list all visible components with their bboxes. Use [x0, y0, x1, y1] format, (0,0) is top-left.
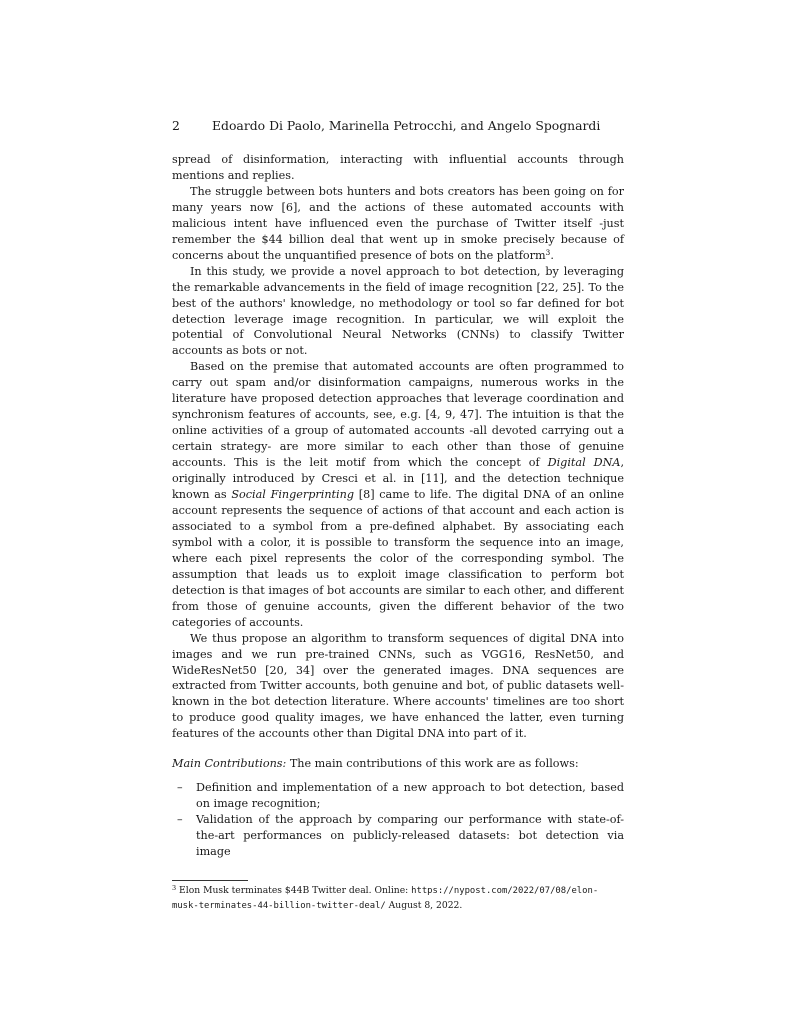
term-social-fingerprinting: Social Fingerprinting	[231, 488, 354, 502]
contributions-list	[172, 780, 624, 860]
list-dash: –	[177, 781, 183, 795]
paragraph: We thus propose an algorithm to transform sequences of digital DNA into images and we run pre-trained CNNs, such as VGG16, ResNet50, and WideResNet50 [20, 34] over the generated images. DNA sequences are extracted from Twitter accounts, both genuine and bot, of public datasets well-known in the bot detection literature. Where accounts' timelines are too short to produce good quality images, we have enhanced the latter, even turning features of the accounts other than Digital DNA into part of it.	[172, 631, 624, 741]
footnote-date: August 8, 2022.	[385, 899, 463, 911]
paragraph: In this study, we provide a novel approach to bot detection, by leveraging the remarkable advancements in the field of image recognition [22, 25]. To the best of the authors' knowledge, no methodology or tool so far defined for bot detection leverage image recognition. In particular, we will exploit the potential of Convolutional Neural Networks (CNNs) to classify Twitter accounts as bots or not.	[172, 264, 624, 358]
list-item-text: Definition and implementation of a new approach to bot detection, based on image recognition;	[196, 781, 624, 811]
paragraph-text: The struggle between bots hunters and bots creators has been going on for many years now [6], and the actions of these automated accounts with malicious intent have influenced even the purchase of Twitter itself -just remember the $44 billion deal that went up in smoke precisely because of concerns about the unquantified presence of bots on the platform	[172, 184, 624, 262]
list-item	[172, 780, 624, 812]
paragraph-text: , originally introduced by Cresci et al. in [11], and the detection technique known as	[172, 456, 625, 502]
main-text	[172, 152, 624, 860]
footnote-rule	[172, 880, 248, 881]
list-item-text: Validation of the approach by comparing our performance with state-of-the-art performances on publicly-released datasets: bot detection via image	[196, 813, 624, 859]
page-number: 2	[172, 118, 180, 133]
running-header	[172, 118, 624, 134]
contributions-intro	[172, 756, 624, 772]
paragraph-text: [8] came to life. The digital DNA of an online account represents the sequence of actions of that account and each action is associated to a symbol from a pre-defined alphabet. By associating each symbol with a color, it is possible to transform the sequence into an image, where each pixel represents the color of the corresponding symbol. The assumption that leads us to exploit image classification to perform bot detection is that images of bot accounts are similar to each other, and different from those of genuine accounts, given the different behavior of the two categories of accounts.	[172, 488, 624, 629]
footnote-ref[interactable]: 3	[545, 247, 551, 257]
paragraph	[172, 359, 624, 630]
paragraph	[172, 184, 624, 264]
footnote	[172, 884, 624, 913]
list-item	[172, 812, 624, 860]
paragraph: spread of disinformation, interacting with influential accounts through mentions and replies.	[172, 153, 624, 182]
author-list: Edoardo Di Paolo, Marinella Petrocchi, and Angelo Spognardi	[212, 118, 601, 133]
list-dash: –	[177, 813, 183, 827]
footnote-mark: 3	[172, 884, 177, 892]
paragraph-end: .	[550, 248, 554, 262]
run-in-heading: Main Contributions:	[172, 757, 287, 771]
contributions-text: The main contributions of this work are as follows:	[286, 757, 579, 771]
footnote-text: Elon Musk terminates $44B Twitter deal. Online:	[176, 885, 412, 896]
footnote-url[interactable]: https://nypost.com/2022/07/08/elon-musk-terminates-44-billion-twitter-deal/	[172, 886, 599, 911]
term-digital-dna: Digital DNA	[547, 456, 621, 470]
paragraph-text: Based on the premise that automated accounts are often programmed to carry out spam and/or disinformation campaigns, numerous works in the literature have proposed detection approaches that leverage coordination and synchronism features of accounts, see, e.g. [4, 9, 47]. The intuition is that the online activities of a group of automated accounts -all devoted carrying out a certain strategy- are more similar to each other than those of genuine accounts. This is the leit motif from which the concept of	[172, 360, 624, 470]
